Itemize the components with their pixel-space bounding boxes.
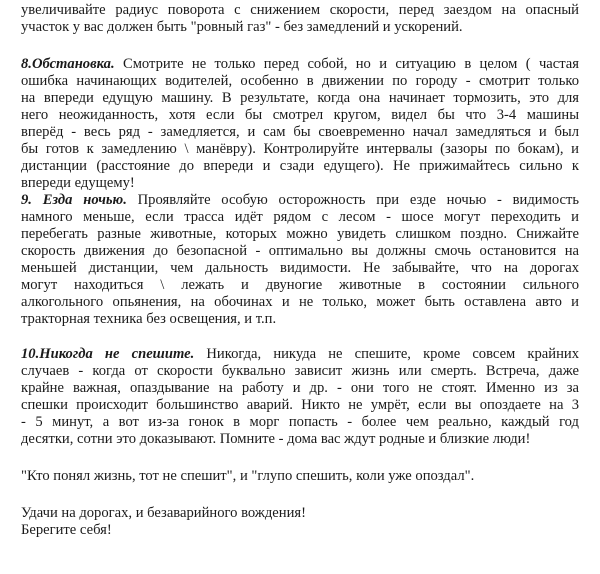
text-line: Смотрите не только перед собой, но и ситуацию в целом ( частая bbox=[114, 56, 579, 72]
section-9-heading: 9. Езда ночью. bbox=[21, 192, 127, 208]
section-8-first-line bbox=[21, 56, 579, 73]
closing-line: Удачи на дорогах, и безаварийного вождения! bbox=[21, 505, 306, 521]
text-line: на впереди едущую машину. В результате, когда она начинает тормозить, это для bbox=[21, 90, 579, 106]
section-8-heading: 8.Обстановка. bbox=[21, 56, 115, 72]
text-line: Никогда, никуда не спешите, кроме совсем крайних bbox=[194, 346, 580, 362]
text-line: могут находиться \ лежать и двуногие животные в состоянии сильного bbox=[21, 277, 579, 293]
text-line: дистанции (расстояние до впереди и сзади едущего). Не прижимайтесь сильно к bbox=[21, 158, 579, 174]
text-line: намного меньше, если трасса идёт рядом с лесом - шосе могут переходить и bbox=[21, 209, 579, 225]
section-10-first-line bbox=[21, 346, 579, 363]
text-line: крайне важная, опаздывание на работу и др. - они того не стоят. Именно из за bbox=[21, 380, 579, 396]
text-line: алкогольного опьянения, на обочинах и не только, может быть оставлена авто и bbox=[21, 294, 579, 310]
text-line: бы готов к замедлению \ манёвру). Контролируйте интервалы (зазоры по бокам), и bbox=[21, 141, 579, 157]
text-line: перебегать разные животные, которых можно увидеть слишком поздно. Снижайте bbox=[21, 226, 579, 242]
text-line: вперёд - весь ряд - замедляется, и сам бы своевременно начал замедляться и был bbox=[21, 124, 579, 140]
text-line: него неожиданность, хотя если бы смотрел кругом, видел бы что 3-4 машины bbox=[21, 107, 579, 123]
closing-line: Берегите себя! bbox=[21, 522, 112, 538]
section-9-first-line bbox=[21, 192, 579, 209]
text-line: увеличивайте радиус поворота с снижением скорости, перед заездом на опасный bbox=[21, 2, 579, 18]
text-line: тракторная техника без освещения, и т.п. bbox=[21, 311, 277, 327]
text-line: Проявляйте особую осторожность при езде ночью - видимость bbox=[126, 192, 579, 208]
text-line: скорость движения до безопасной - оптимально вы должны смочь остановится на bbox=[21, 243, 579, 259]
text-line: впереди едущему! bbox=[21, 175, 135, 191]
section-10-heading: 10.Никогда не спешите. bbox=[21, 346, 195, 362]
text-line: участок у вас должен быть "ровный газ" - без замедлений и ускорений. bbox=[21, 19, 463, 35]
text-line: десятки, сотни это доказывают. Помните - дома вас ждут родные и близкие люди! bbox=[21, 431, 531, 447]
text-line: меньшей дистанции, чем дальность видимости. Не забывайте, что на дорогах bbox=[21, 260, 579, 276]
quote-line: "Кто понял жизнь, тот не спешит", и "глупо спешить, коли уже опоздал". bbox=[21, 468, 475, 484]
text-line: - 5 минут, а вот из-за гонок в морг попасть - более чем реально, каждый год bbox=[21, 414, 579, 430]
text-line: случаев - когда от скорости буквально зависит жизнь или смерть. Встреча, даже bbox=[21, 363, 579, 379]
text-line: ошибка начинающих водителей, особенно в движении по городу - смотрит только bbox=[21, 73, 579, 89]
text-line: спешки происходит большинство аварий. Никто не умрёт, если вы опоздаете на 3 bbox=[21, 397, 579, 413]
